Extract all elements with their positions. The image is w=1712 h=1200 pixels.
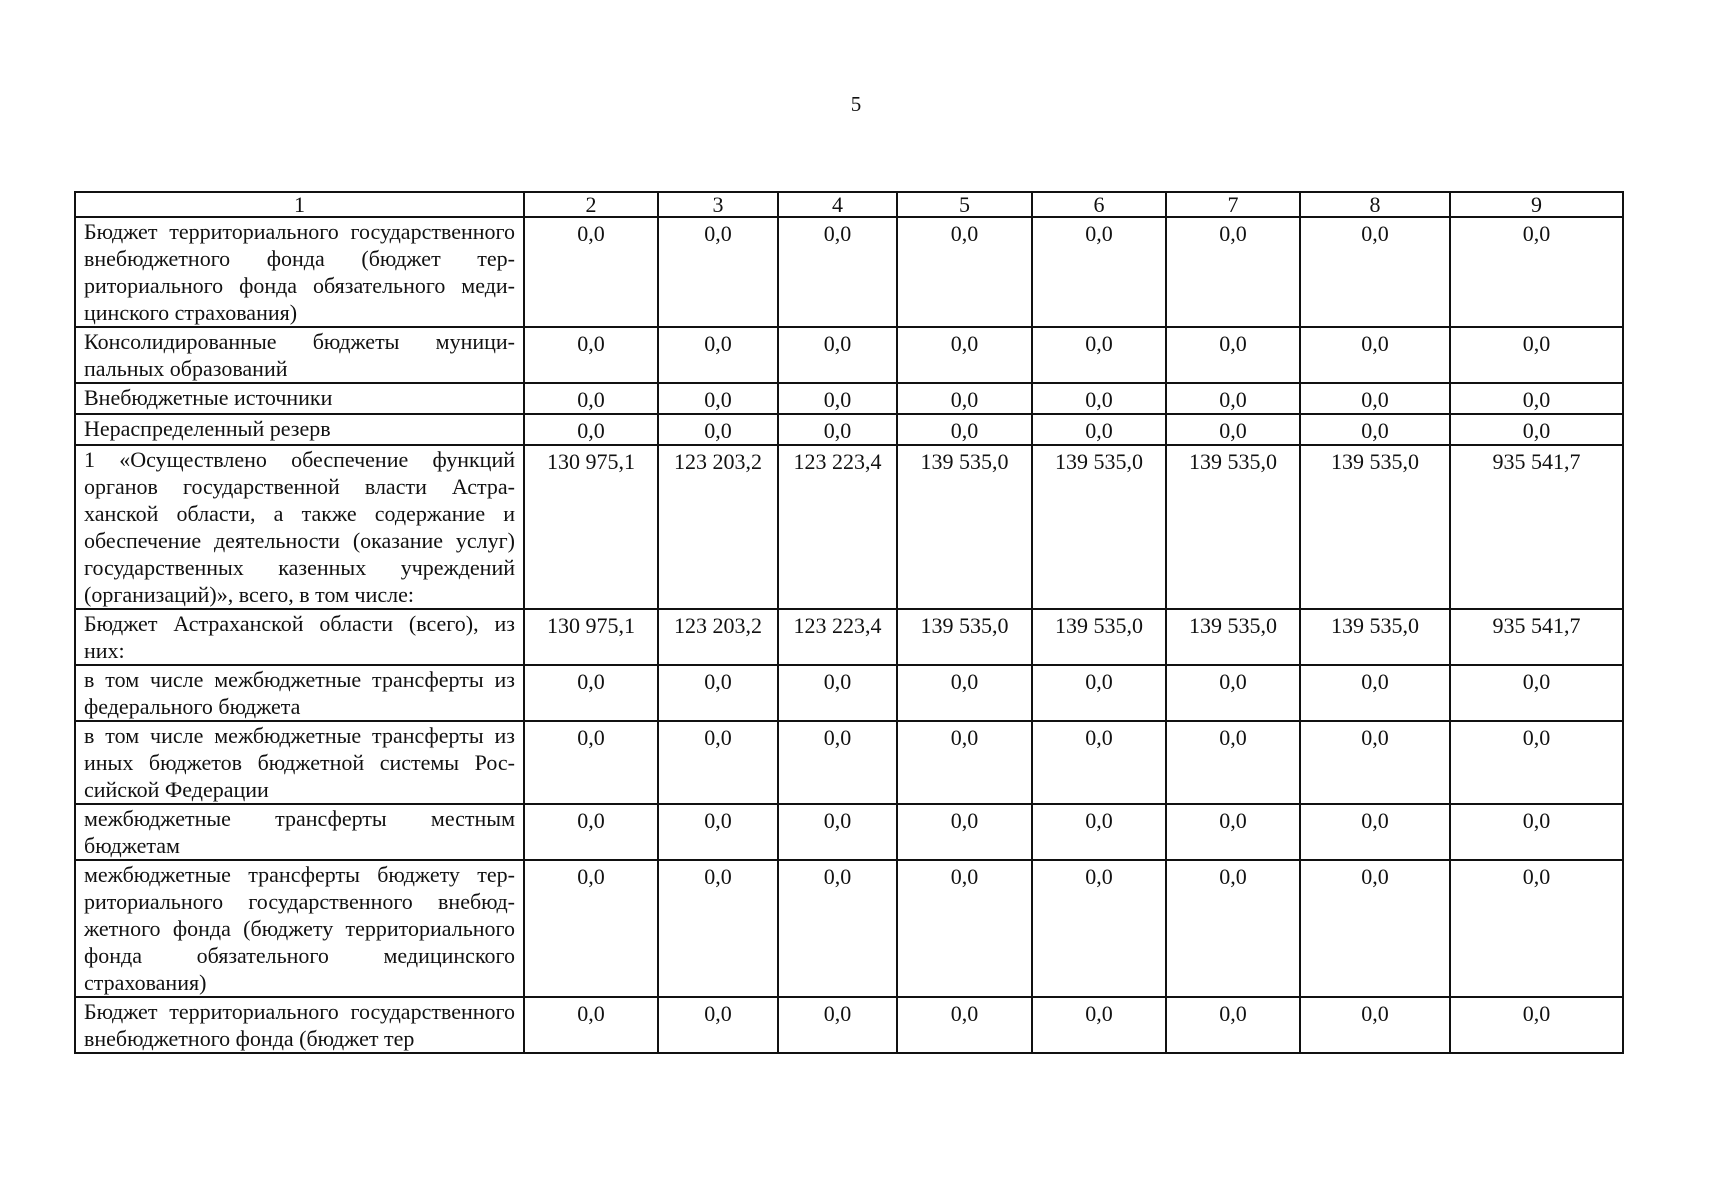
- value-cell: 0,0: [1032, 383, 1166, 414]
- row-label: Консолидированные бюджеты муниципальных образований: [75, 327, 524, 383]
- table-row: [75, 860, 1623, 997]
- table-row: [75, 445, 1623, 609]
- value-cell: 0,0: [1166, 414, 1300, 445]
- value-cell: 139 535,0: [1032, 445, 1166, 609]
- table-row: [75, 217, 1623, 327]
- value-cell: 0,0: [524, 860, 658, 997]
- value-cell: 0,0: [1450, 721, 1623, 804]
- value-cell: 0,0: [1450, 997, 1623, 1053]
- value-cell: 0,0: [1300, 997, 1450, 1053]
- budget-table: [74, 191, 1624, 1054]
- value-cell: 139 535,0: [1300, 609, 1450, 665]
- row-label: в том числе межбюджетные трансферты из иных бюджетов бюджетной системы Российской Федерации: [75, 721, 524, 804]
- value-cell: 0,0: [1166, 665, 1300, 721]
- value-cell: 0,0: [778, 217, 897, 327]
- page-number: 5: [850, 92, 862, 116]
- value-cell: 0,0: [1300, 860, 1450, 997]
- value-cell: 0,0: [897, 665, 1032, 721]
- value-cell: 0,0: [1450, 860, 1623, 997]
- column-header: 3: [658, 192, 778, 217]
- value-cell: 139 535,0: [1300, 445, 1450, 609]
- row-label: Бюджет Астраханской области (всего), из них:: [75, 609, 524, 665]
- row-label: Внебюджетные источники: [75, 383, 524, 414]
- table-row: [75, 997, 1623, 1053]
- column-number-row: [75, 192, 1623, 217]
- column-header: 1: [75, 192, 524, 217]
- row-label: Бюджет территориального государственного внебюджетного фонда (бюджет территориального фонда обязательного медицинского страхования): [75, 217, 524, 327]
- value-cell: 0,0: [778, 383, 897, 414]
- value-cell: 0,0: [897, 804, 1032, 860]
- value-cell: 0,0: [524, 217, 658, 327]
- value-cell: 139 535,0: [1032, 609, 1166, 665]
- value-cell: 0,0: [1300, 804, 1450, 860]
- table-row: [75, 665, 1623, 721]
- value-cell: 0,0: [524, 383, 658, 414]
- value-cell: 0,0: [524, 414, 658, 445]
- value-cell: 0,0: [1300, 414, 1450, 445]
- column-header: 4: [778, 192, 897, 217]
- value-cell: 0,0: [1450, 327, 1623, 383]
- value-cell: 0,0: [778, 721, 897, 804]
- value-cell: 0,0: [658, 414, 778, 445]
- value-cell: 130 975,1: [524, 609, 658, 665]
- value-cell: 0,0: [1166, 217, 1300, 327]
- value-cell: 0,0: [658, 804, 778, 860]
- table-row: [75, 609, 1623, 665]
- value-cell: 0,0: [1450, 217, 1623, 327]
- value-cell: 0,0: [897, 383, 1032, 414]
- value-cell: 0,0: [1032, 217, 1166, 327]
- column-header: 5: [897, 192, 1032, 217]
- value-cell: 123 223,4: [778, 609, 897, 665]
- table-row: [75, 327, 1623, 383]
- value-cell: 123 203,2: [658, 609, 778, 665]
- value-cell: 0,0: [524, 721, 658, 804]
- value-cell: 0,0: [1166, 383, 1300, 414]
- value-cell: 0,0: [1166, 860, 1300, 997]
- value-cell: 0,0: [658, 383, 778, 414]
- value-cell: 0,0: [524, 997, 658, 1053]
- row-label: межбюджетные трансферты местным бюджетам: [75, 804, 524, 860]
- value-cell: 0,0: [1450, 665, 1623, 721]
- value-cell: 139 535,0: [1166, 445, 1300, 609]
- value-cell: 0,0: [658, 721, 778, 804]
- value-cell: 0,0: [1032, 721, 1166, 804]
- table-row: [75, 383, 1623, 414]
- value-cell: 0,0: [658, 665, 778, 721]
- value-cell: 0,0: [1450, 804, 1623, 860]
- value-cell: 0,0: [778, 414, 897, 445]
- column-header: 9: [1450, 192, 1623, 217]
- value-cell: 0,0: [658, 860, 778, 997]
- column-header: 6: [1032, 192, 1166, 217]
- value-cell: 0,0: [1166, 997, 1300, 1053]
- value-cell: 0,0: [1032, 804, 1166, 860]
- value-cell: 0,0: [658, 997, 778, 1053]
- table-body: [75, 217, 1623, 1053]
- value-cell: 139 535,0: [1166, 609, 1300, 665]
- value-cell: 0,0: [897, 414, 1032, 445]
- value-cell: 0,0: [658, 327, 778, 383]
- value-cell: 0,0: [1300, 327, 1450, 383]
- table-row: [75, 721, 1623, 804]
- value-cell: 0,0: [897, 860, 1032, 997]
- value-cell: 123 203,2: [658, 445, 778, 609]
- value-cell: 0,0: [524, 327, 658, 383]
- value-cell: 0,0: [524, 665, 658, 721]
- value-cell: 935 541,7: [1450, 445, 1623, 609]
- value-cell: 0,0: [524, 804, 658, 860]
- value-cell: 123 223,4: [778, 445, 897, 609]
- value-cell: 0,0: [778, 804, 897, 860]
- value-cell: 0,0: [778, 327, 897, 383]
- row-label: в том числе межбюджетные трансферты из федерального бюджета: [75, 665, 524, 721]
- column-header: 2: [524, 192, 658, 217]
- value-cell: 139 535,0: [897, 445, 1032, 609]
- table-row: [75, 414, 1623, 445]
- value-cell: 139 535,0: [897, 609, 1032, 665]
- value-cell: 0,0: [778, 997, 897, 1053]
- row-label: межбюджетные трансферты бюджету территориального государственного внебюджетного фонда (бюджету территориального фонда обязательного медицинского страхования): [75, 860, 524, 997]
- value-cell: 0,0: [897, 721, 1032, 804]
- value-cell: 0,0: [1450, 383, 1623, 414]
- value-cell: 0,0: [1032, 414, 1166, 445]
- value-cell: 0,0: [1450, 414, 1623, 445]
- value-cell: 0,0: [1300, 721, 1450, 804]
- value-cell: 0,0: [1166, 327, 1300, 383]
- value-cell: 130 975,1: [524, 445, 658, 609]
- row-label: 1 «Осуществлено обеспечение функций органов государственной власти Астраханской области, а также содержание и обеспечение деятельности (оказание услуг) государственных казенных учреждений (организаций)», всего, в том числе:: [75, 445, 524, 609]
- value-cell: 0,0: [1032, 327, 1166, 383]
- value-cell: 0,0: [1032, 860, 1166, 997]
- value-cell: 0,0: [897, 997, 1032, 1053]
- table-row: [75, 804, 1623, 860]
- value-cell: 0,0: [897, 217, 1032, 327]
- value-cell: 0,0: [897, 327, 1032, 383]
- value-cell: 0,0: [658, 217, 778, 327]
- row-label: Бюджет территориального государственного внебюджетного фонда (бюджет тер: [75, 997, 524, 1053]
- value-cell: 0,0: [1300, 217, 1450, 327]
- value-cell: 0,0: [1300, 383, 1450, 414]
- value-cell: 0,0: [1300, 665, 1450, 721]
- value-cell: 0,0: [1032, 665, 1166, 721]
- value-cell: 0,0: [778, 665, 897, 721]
- column-header: 7: [1166, 192, 1300, 217]
- value-cell: 0,0: [1166, 804, 1300, 860]
- column-header: 8: [1300, 192, 1450, 217]
- value-cell: 935 541,7: [1450, 609, 1623, 665]
- value-cell: 0,0: [1166, 721, 1300, 804]
- value-cell: 0,0: [1032, 997, 1166, 1053]
- value-cell: 0,0: [778, 860, 897, 997]
- row-label: Нераспределенный резерв: [75, 414, 524, 445]
